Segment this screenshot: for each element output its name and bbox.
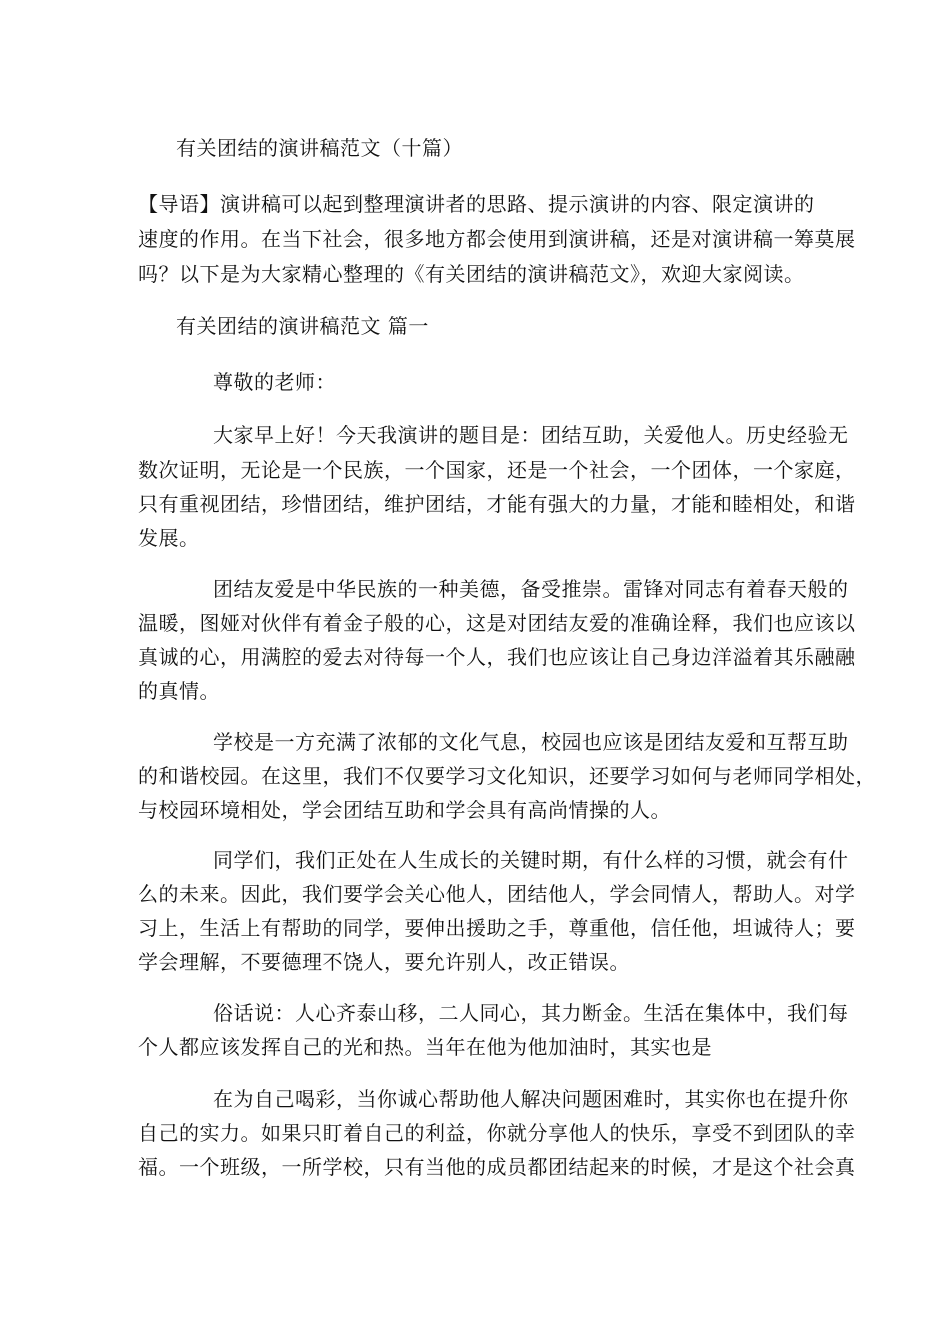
paragraph-line: 俗话说：人心齐泰山移，二人同心，其力断金。生活在集体中，我们每 (213, 1001, 849, 1025)
paragraph-line: 团结友爱是中华民族的一种美德，备受推崇。雷锋对同志有着春天般的 (213, 577, 849, 601)
section-heading: 有关团结的演讲稿范文 篇一 (176, 314, 429, 338)
paragraph-line: 自己的实力。如果只盯着自己的利益，你就分享他人的快乐，享受不到团队的幸 (138, 1121, 856, 1145)
paragraph-line: 的真情。 (138, 679, 220, 703)
paragraph-line: 习上，生活上有帮助的同学，要伸出援助之手，尊重他，信任他，坦诚待人；要 (138, 916, 856, 940)
paragraph-line: 数次证明，无论是一个民族，一个国家，还是一个社会，一个团体，一个家庭， (138, 458, 856, 482)
paragraph-line: 只有重视团结，珍惜团结，维护团结，才能有强大的力量，才能和睦相处，和谐 (138, 492, 856, 516)
paragraph-line: 大家早上好！今天我演讲的题目是：团结互助，关爱他人。历史经验无 (213, 423, 849, 447)
paragraph-line: 温暖，图娅对伙伴有着金子般的心，这是对团结友爱的准确诠释，我们也应该以 (138, 611, 856, 635)
paragraph-line: 同学们，我们正处在人生成长的关键时期，有什么样的习惯，就会有什 (213, 848, 849, 872)
intro-line: 【导语】演讲稿可以起到整理演讲者的思路、提示演讲的内容、限定演讲的 (138, 192, 815, 216)
paragraph-line: 在为自己喝彩，当你诚心帮助他人解决问题困难时，其实你也在提升你 (213, 1087, 849, 1111)
document-title: 有关团结的演讲稿范文（十篇） (176, 136, 463, 160)
paragraph-line: 学会理解，不要德理不饶人，要允许别人，改正错误。 (138, 950, 630, 974)
paragraph-line: 发展。 (138, 526, 200, 550)
paragraph-line: 个人都应该发挥自己的光和热。当年在他为他加油时，其实也是 (138, 1035, 712, 1059)
paragraph-line: 与校园环境相处，学会团结互助和学会具有高尚情操的人。 (138, 798, 671, 822)
paragraph-line: 真诚的心，用满腔的爱去对待每一个人，我们也应该让自己身边洋溢着其乐融融 (138, 645, 856, 669)
paragraph-line: 福。一个班级，一所学校，只有当他的成员都团结起来的时候，才是这个社会真 (138, 1155, 856, 1179)
paragraph-line: 么的未来。因此，我们要学会关心他人，团结他人，学会同情人，帮助人。对学 (138, 882, 856, 906)
salutation: 尊敬的老师： (213, 370, 336, 394)
intro-line: 吗？以下是为大家精心整理的《有关团结的演讲稿范文》，欢迎大家阅读。 (138, 262, 805, 286)
intro-line: 速度的作用。在当下社会，很多地方都会使用到演讲稿，还是对演讲稿一筹莫展 (138, 227, 856, 251)
paragraph-line: 学校是一方充满了浓郁的文化气息，校园也应该是团结友爱和互帮互助 (213, 730, 849, 754)
paragraph-line: 的和谐校园。在这里，我们不仅要学习文化知识，还要学习如何与老师同学相处， (138, 764, 876, 788)
